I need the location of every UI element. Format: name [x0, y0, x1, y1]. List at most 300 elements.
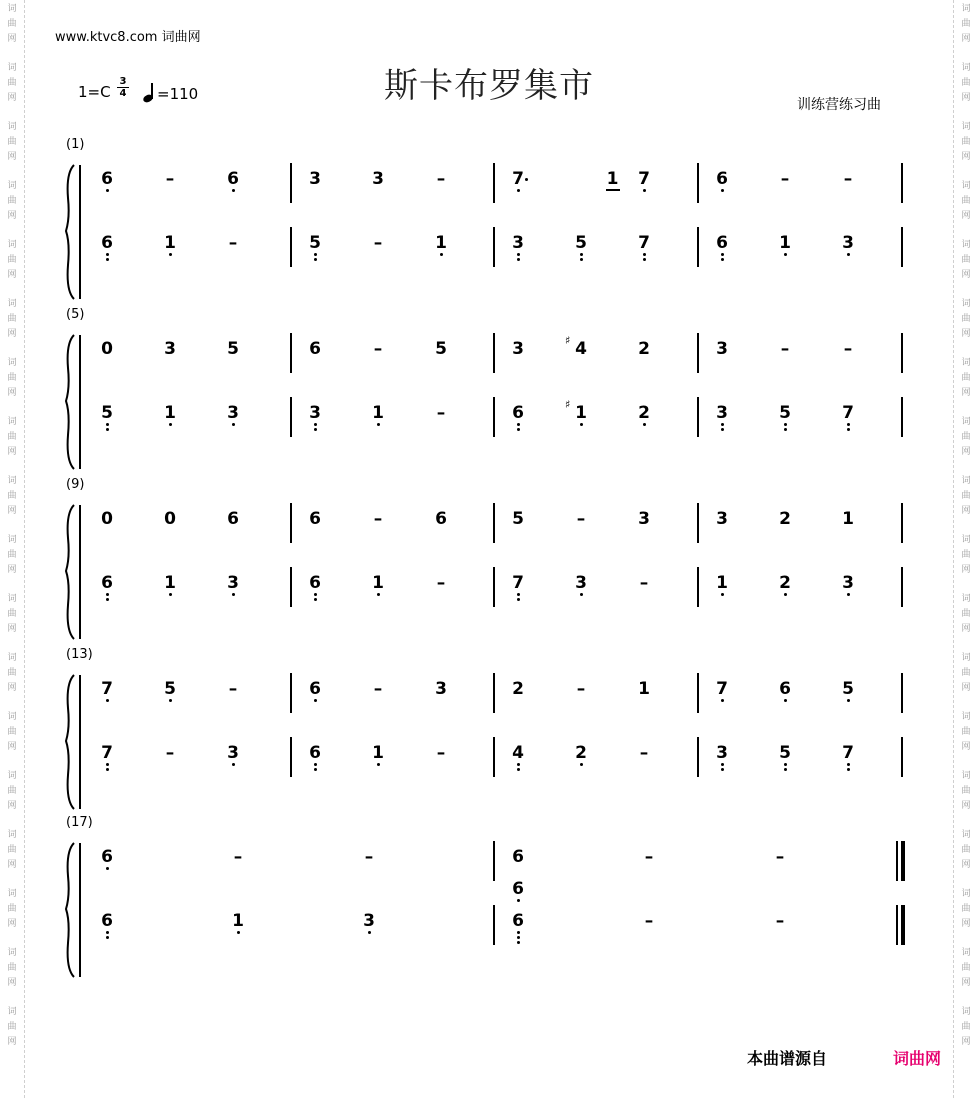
- barline: [290, 737, 292, 777]
- watermark-char: 曲: [7, 786, 17, 796]
- tempo-value: =110: [157, 85, 199, 103]
- octave-dot-below: [517, 253, 520, 256]
- note-digit: –: [373, 679, 383, 699]
- barline: [493, 673, 495, 713]
- watermark-char: 网: [961, 683, 971, 693]
- watermark-char: 网: [7, 860, 17, 870]
- octave-dot-below: [580, 253, 583, 256]
- final-barline: [901, 905, 905, 945]
- note-digit: –: [165, 169, 175, 189]
- barline: [493, 567, 495, 607]
- octave-dot-below: [721, 423, 724, 426]
- octave-dot-below: [314, 699, 317, 702]
- jianpu-note: [775, 233, 795, 253]
- note-digit: 1: [716, 573, 728, 593]
- jianpu-note: [305, 403, 325, 423]
- dash: [639, 911, 659, 931]
- barline: [697, 503, 699, 543]
- note-digit: –: [436, 743, 446, 763]
- watermark-char: 网: [7, 34, 17, 44]
- note-digit: 6: [779, 679, 791, 699]
- note-digit: 3: [842, 233, 854, 253]
- jianpu-note: [712, 743, 732, 763]
- note-digit: 6: [309, 679, 321, 699]
- octave-dot-below: [314, 258, 317, 261]
- watermark-char: 词: [7, 653, 17, 663]
- note-digit: 3: [512, 233, 524, 253]
- octave-dot-below: [847, 763, 850, 766]
- watermark-char: 曲: [961, 963, 971, 973]
- barline: [493, 841, 495, 881]
- jianpu-note: [223, 339, 243, 359]
- note-digit: 6: [101, 847, 113, 867]
- jianpu-note: [97, 911, 117, 931]
- jianpu-note: [775, 679, 795, 699]
- note-digit: 5: [309, 233, 321, 253]
- note-digit: 7: [512, 573, 524, 593]
- watermark-char: 曲: [961, 786, 971, 796]
- watermark-char: 网: [961, 152, 971, 162]
- jianpu-note: [508, 403, 528, 423]
- octave-dot-below: [721, 768, 724, 771]
- watermark-char: 曲: [961, 550, 971, 560]
- watermark-group: [7, 415, 16, 460]
- octave-dot-below: [517, 258, 520, 261]
- octave-dot-below: [232, 593, 235, 596]
- note-digit: 0: [101, 339, 113, 359]
- jianpu-note: [571, 743, 591, 763]
- jianpu-note: [634, 509, 654, 529]
- note-digit: 3: [842, 573, 854, 593]
- note-digit: 5: [435, 339, 447, 359]
- note-digit: –: [576, 509, 586, 529]
- watermark-char: 曲: [961, 727, 971, 737]
- watermark-char: 网: [7, 742, 17, 752]
- dash: [431, 169, 451, 189]
- octave-dot-below: [643, 258, 646, 261]
- note-digit: 4: [575, 339, 587, 359]
- watermark-group: [961, 2, 970, 47]
- watermark-char: 网: [961, 978, 971, 988]
- measure-number: (17): [66, 815, 93, 830]
- jianpu-note: [368, 169, 388, 189]
- note-digit: 3: [575, 573, 587, 593]
- note-digit: –: [165, 743, 175, 763]
- note-digit: 6: [227, 169, 239, 189]
- note-digit: –: [639, 573, 649, 593]
- watermark-char: 词: [961, 63, 971, 73]
- jianpu-note: [712, 233, 732, 253]
- jianpu-note: [775, 573, 795, 593]
- watermark-char: 曲: [7, 78, 17, 88]
- jianpu-note: [838, 403, 858, 423]
- watermark-group: [7, 887, 16, 932]
- dash: [571, 509, 591, 529]
- octave-dot-below: [721, 593, 724, 596]
- note-digit: 1: [779, 233, 791, 253]
- watermark-char: 词: [7, 417, 17, 427]
- note-digit: –: [576, 679, 586, 699]
- chord-note: [508, 879, 528, 899]
- dash: [368, 339, 388, 359]
- watermark-char: 网: [7, 565, 17, 575]
- watermark-char: 网: [7, 1037, 17, 1047]
- final-barline: [901, 841, 905, 881]
- dash: [223, 679, 243, 699]
- note-digit: –: [228, 679, 238, 699]
- tempo-mark: [143, 83, 198, 103]
- octave-dot-below: [721, 253, 724, 256]
- site-url[interactable]: www.ktvc8.com 词曲网: [55, 30, 201, 45]
- sharp-sign: ♯: [565, 334, 571, 347]
- watermark-char: 曲: [961, 137, 971, 147]
- watermark-char: 词: [7, 299, 17, 309]
- watermark-group: [7, 946, 16, 991]
- watermark-char: 词: [961, 594, 971, 604]
- dash: [431, 743, 451, 763]
- note-digit: 6: [101, 169, 113, 189]
- barline: [697, 227, 699, 267]
- watermark-char: 网: [7, 329, 17, 339]
- jianpu-note: [571, 233, 591, 253]
- jianpu-note: [305, 233, 325, 253]
- dash: [775, 339, 795, 359]
- jianpu-note: [305, 679, 325, 699]
- octave-dot-below: [517, 598, 520, 601]
- note-digit: 5: [779, 403, 791, 423]
- note-digit: 1: [372, 743, 384, 763]
- watermark-char: 曲: [7, 314, 17, 324]
- dash: [228, 847, 248, 867]
- octave-dot-below: [106, 593, 109, 596]
- jianpu-note: [508, 169, 528, 189]
- jianpu-note: [160, 233, 180, 253]
- jianpu-note: [160, 509, 180, 529]
- octave-dot-below: [517, 189, 520, 192]
- watermark-group: [7, 297, 16, 342]
- octave-dot-below: [784, 768, 787, 771]
- watermark-char: 网: [7, 978, 17, 988]
- barline: [493, 163, 495, 203]
- jianpu-note: [431, 233, 451, 253]
- dash: [160, 169, 180, 189]
- watermark-group: [961, 297, 970, 342]
- note-digit: 1: [638, 679, 650, 699]
- watermark-group: [961, 415, 970, 460]
- dash: [770, 847, 790, 867]
- watermark-char: 词: [7, 948, 17, 958]
- octave-dot-below: [847, 593, 850, 596]
- note-digit: –: [228, 233, 238, 253]
- note-digit: 2: [638, 339, 650, 359]
- note-digit: –: [436, 169, 446, 189]
- note-digit: 6: [716, 169, 728, 189]
- barline: [493, 503, 495, 543]
- note-digit: 3: [716, 509, 728, 529]
- watermark-group: [961, 1005, 970, 1050]
- dash: [838, 339, 858, 359]
- octave-dot-below: [580, 763, 583, 766]
- jianpu-note: [431, 509, 451, 529]
- note-digit: 7: [101, 743, 113, 763]
- jianpu-note: [160, 679, 180, 699]
- octave-dot-below: [847, 423, 850, 426]
- barline: [901, 737, 903, 777]
- octave-dot-below: [580, 423, 583, 426]
- octave-dot-below: [237, 931, 240, 934]
- watermark-char: 词: [7, 240, 17, 250]
- octave-dot-below: [643, 189, 646, 192]
- watermark-char: 词: [961, 712, 971, 722]
- watermark-char: 词: [7, 594, 17, 604]
- note-digit: 3: [309, 169, 321, 189]
- note-digit: –: [373, 339, 383, 359]
- watermark-char: 网: [961, 565, 971, 575]
- octave-dot-below: [377, 423, 380, 426]
- note-digit: 3: [716, 339, 728, 359]
- barline: [697, 673, 699, 713]
- octave-dot-below: [643, 253, 646, 256]
- watermark-char: 网: [961, 388, 971, 398]
- watermark-group: [961, 592, 970, 637]
- octave-dot-below: [106, 699, 109, 702]
- barline: [697, 397, 699, 437]
- jianpu-note: [223, 573, 243, 593]
- octave-dot-below: [232, 763, 235, 766]
- note-digit: 1: [164, 573, 176, 593]
- note-digit: 3: [227, 743, 239, 763]
- watermark-char: 网: [961, 329, 971, 339]
- octave-dot-below: [721, 763, 724, 766]
- watermark-group: [7, 710, 16, 755]
- staff-brace: [64, 841, 84, 981]
- note-digit: –: [364, 847, 374, 867]
- note-digit: 2: [779, 573, 791, 593]
- watermark-char: 曲: [961, 668, 971, 678]
- octave-dot-below: [106, 428, 109, 431]
- octave-dot-below: [721, 428, 724, 431]
- octave-dot-below: [106, 931, 109, 934]
- octave-dot-below: [784, 428, 787, 431]
- watermark-char: 网: [961, 624, 971, 634]
- watermark-char: 曲: [961, 432, 971, 442]
- watermark-char: 网: [7, 506, 17, 516]
- note-digit: 1: [435, 233, 447, 253]
- note-digit: –: [233, 847, 243, 867]
- octave-dot-below: [517, 593, 520, 596]
- jianpu-note: [712, 509, 732, 529]
- watermark-char: 词: [961, 535, 971, 545]
- measure-number: (5): [66, 307, 85, 322]
- octave-dot-below: [721, 189, 724, 192]
- note-digit: –: [639, 743, 649, 763]
- dash: [634, 743, 654, 763]
- octave-dot-below: [377, 763, 380, 766]
- jianpu-note: [571, 573, 591, 593]
- dash: [838, 169, 858, 189]
- watermark-char: 网: [7, 93, 17, 103]
- note-digit: 7: [638, 233, 650, 253]
- note-digit: 3: [512, 339, 524, 359]
- barline: [290, 567, 292, 607]
- song-title: 斯卡布罗集市: [384, 66, 594, 106]
- measure-number: (13): [66, 647, 93, 662]
- barline: [901, 333, 903, 373]
- jianpu-note: [634, 169, 654, 189]
- note-digit: 4: [512, 743, 524, 763]
- watermark-char: 词: [7, 476, 17, 486]
- note-digit: 3: [227, 573, 239, 593]
- jianpu-note: [565, 334, 591, 359]
- jianpu-note: [359, 911, 379, 931]
- watermark-char: 曲: [961, 609, 971, 619]
- jianpu-note: [565, 398, 591, 423]
- note-digit: –: [644, 847, 654, 867]
- watermark-group: [961, 651, 970, 696]
- note-digit: 5: [512, 509, 524, 529]
- time-signature-bottom: 4: [117, 87, 129, 99]
- watermark-group: [7, 533, 16, 578]
- octave-dot-below: [580, 593, 583, 596]
- jianpu-note: [508, 847, 528, 867]
- note-digit: 5: [227, 339, 239, 359]
- key-signature: 1=C: [78, 83, 111, 101]
- watermark-group: [961, 946, 970, 991]
- jianpu-note: [508, 339, 528, 359]
- octave-dot-below: [368, 931, 371, 934]
- watermark-char: 曲: [7, 373, 17, 383]
- note-digit: 7: [638, 169, 650, 189]
- watermark-group: [7, 179, 16, 224]
- dash: [160, 743, 180, 763]
- jianpu-note: [712, 573, 732, 593]
- watermark-char: 网: [961, 447, 971, 457]
- jianpu-note: [431, 679, 451, 699]
- octave-dot-below: [169, 699, 172, 702]
- note-digit: 5: [101, 403, 113, 423]
- note-digit: 3: [164, 339, 176, 359]
- watermark-char: 词: [961, 122, 971, 132]
- watermark-char: 网: [961, 93, 971, 103]
- note-digit: –: [373, 233, 383, 253]
- jianpu-note: [634, 679, 654, 699]
- octave-dot-below: [517, 931, 520, 934]
- octave-dot-below: [169, 423, 172, 426]
- note-digit: 7: [716, 679, 728, 699]
- jianpu-note: [838, 679, 858, 699]
- note-digit: 0: [164, 509, 176, 529]
- watermark-char: 曲: [7, 137, 17, 147]
- jianpu-note: [368, 403, 388, 423]
- note-digit: 1: [372, 403, 384, 423]
- jianpu-note: [305, 169, 325, 189]
- note-digit: 6: [512, 847, 524, 867]
- note-digit: 2: [638, 403, 650, 423]
- source-brand-link[interactable]: 词曲网: [893, 1049, 942, 1068]
- watermark-char: 曲: [961, 845, 971, 855]
- jianpu-note: [305, 339, 325, 359]
- note-digit: 2: [779, 509, 791, 529]
- octave-dot-below: [440, 253, 443, 256]
- jianpu-note: [838, 233, 858, 253]
- octave-dot-below: [314, 423, 317, 426]
- jianpu-note: [775, 509, 795, 529]
- jianpu-note: [97, 509, 117, 529]
- watermark-group: [961, 120, 970, 165]
- note-digit: –: [780, 339, 790, 359]
- octave-dot-below: [847, 699, 850, 702]
- watermark-group: [961, 179, 970, 224]
- octave-dot-below: [106, 763, 109, 766]
- jianpu-note: [838, 573, 858, 593]
- note-digit: 1: [606, 169, 619, 189]
- jianpu-note: [838, 509, 858, 529]
- barline: [901, 673, 903, 713]
- watermark-char: 曲: [7, 845, 17, 855]
- jianpu-note: [431, 339, 451, 359]
- watermark-char: 网: [7, 211, 17, 221]
- note-digit: 6: [101, 911, 113, 931]
- quarter-note-icon: [143, 83, 155, 103]
- note-digit: 6: [512, 403, 524, 423]
- watermark-char: 词: [7, 830, 17, 840]
- watermark-char: 曲: [7, 491, 17, 501]
- jianpu-note: [97, 573, 117, 593]
- watermark-group: [961, 356, 970, 401]
- watermark-group: [7, 651, 16, 696]
- watermark-char: 曲: [961, 255, 971, 265]
- jianpu-note: [305, 743, 325, 763]
- barline: [290, 673, 292, 713]
- dash: [368, 233, 388, 253]
- watermark-char: 词: [7, 889, 17, 899]
- octave-dot-below: [784, 763, 787, 766]
- watermark-char: 网: [961, 919, 971, 929]
- octave-dot-below: [517, 899, 520, 902]
- note-digit: 6: [309, 743, 321, 763]
- octave-dot-below: [314, 253, 317, 256]
- eighth-underline: [606, 189, 620, 191]
- right-watermark-strip: [953, 0, 978, 1098]
- note-digit: –: [780, 169, 790, 189]
- watermark-char: 词: [961, 358, 971, 368]
- note-digit: 5: [779, 743, 791, 763]
- watermark-char: 曲: [961, 373, 971, 383]
- watermark-char: 词: [961, 771, 971, 781]
- dash: [770, 911, 790, 931]
- watermark-char: 词: [961, 181, 971, 191]
- watermark-char: 词: [961, 476, 971, 486]
- watermark-group: [7, 1005, 16, 1050]
- watermark-group: [7, 356, 16, 401]
- octave-dot-below: [784, 423, 787, 426]
- jianpu-note: [160, 403, 180, 423]
- note-digit: 5: [575, 233, 587, 253]
- watermark-char: 网: [7, 152, 17, 162]
- watermark-char: 曲: [961, 314, 971, 324]
- staff-brace: [64, 673, 84, 813]
- jianpu-note: [508, 679, 528, 699]
- note-digit: 3: [435, 679, 447, 699]
- note-digit: 1: [164, 233, 176, 253]
- octave-dot-below: [721, 699, 724, 702]
- barline: [493, 737, 495, 777]
- watermark-char: 曲: [7, 609, 17, 619]
- watermark-char: 网: [961, 211, 971, 221]
- watermark-group: [961, 238, 970, 283]
- octave-dot-below: [232, 189, 235, 192]
- octave-dot-below: [106, 189, 109, 192]
